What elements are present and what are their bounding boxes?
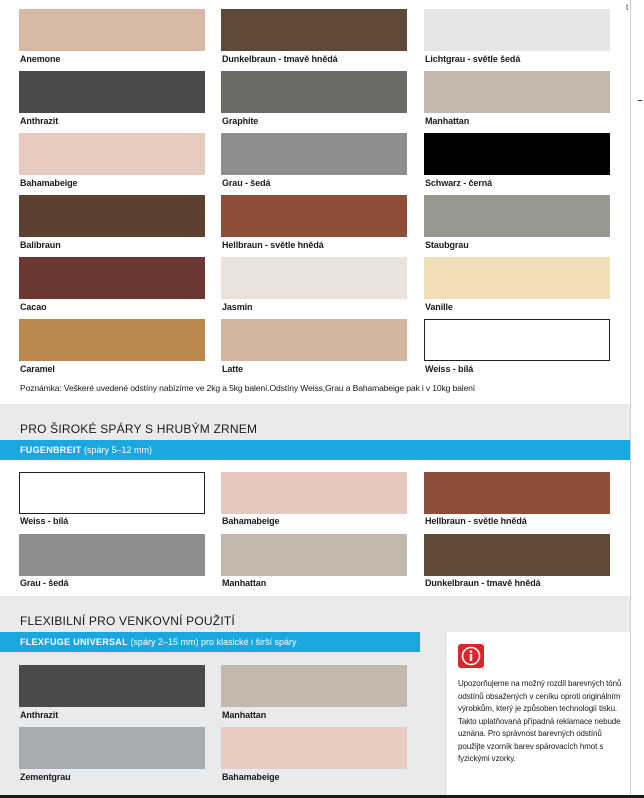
swatch-label: Graphite bbox=[222, 116, 259, 126]
color-swatch bbox=[221, 257, 407, 299]
section-title-wide-joints: PRO ŠIROKÉ SPÁRY S HRUBÝM ZRNEM bbox=[20, 422, 258, 436]
color-swatch bbox=[221, 71, 407, 113]
color-swatch bbox=[221, 534, 407, 576]
print-disclaimer-box bbox=[447, 632, 630, 798]
color-swatch bbox=[19, 472, 205, 514]
disclaimer-text: Upozorňujeme na možný rozdíl barevných tónů odstínů obsažených v ceníku oproti originálním výrobkům, který je způsoben technologií tisku. Takto uplatňovaná případná reklamace nebude uznána. Pro správnost barevných odstínů použijte vzorník barev spárovacích hmot s fyzickými vzorky. bbox=[458, 679, 622, 763]
swatch-label: Schwarz - černá bbox=[425, 178, 493, 188]
color-swatch bbox=[424, 257, 610, 299]
product-name: FUGENBREIT bbox=[20, 445, 82, 455]
color-swatch bbox=[221, 472, 407, 514]
color-swatch bbox=[19, 195, 205, 237]
swatch-label: Grau - šedá bbox=[20, 578, 69, 588]
swatch-label: Dunkelbraun - tmavě hnědá bbox=[222, 54, 338, 64]
swatch-label: Manhattan bbox=[222, 578, 267, 588]
color-swatch bbox=[424, 133, 610, 175]
swatch-label: Bahamabeige bbox=[20, 178, 78, 188]
color-swatch bbox=[221, 195, 407, 237]
color-swatch bbox=[19, 257, 205, 299]
product-bar-fugenbreit bbox=[0, 440, 630, 460]
color-swatch bbox=[19, 727, 205, 769]
swatch-label: Anemone bbox=[20, 54, 61, 64]
swatch-label: Lichtgrau - světle šedá bbox=[425, 54, 521, 64]
swatch-label: Bahamabeige bbox=[222, 772, 280, 782]
swatch-label: Staubgrau bbox=[425, 240, 469, 250]
product-spec: (spáry 2–15 mm) pro klasické i širší spáry bbox=[130, 637, 297, 647]
swatch-label: Balibraun bbox=[20, 240, 61, 250]
product-name: FLEXFUGE UNIVERSAL bbox=[20, 637, 128, 647]
color-swatch bbox=[424, 71, 610, 113]
swatch-label: Grau - šedá bbox=[222, 178, 271, 188]
color-swatch bbox=[221, 319, 407, 361]
swatch-label: Vanille bbox=[425, 302, 453, 312]
color-swatch bbox=[221, 665, 407, 707]
color-swatch bbox=[19, 133, 205, 175]
swatch-label: Jasmin bbox=[222, 302, 253, 312]
swatch-label: Zementgrau bbox=[20, 772, 71, 782]
info-icon bbox=[458, 644, 484, 668]
swatch-label: Manhattan bbox=[425, 116, 470, 126]
swatch-label: Cacao bbox=[20, 302, 47, 312]
swatch-label: Bahamabeige bbox=[222, 516, 280, 526]
swatch-label: Hellbraun - světle hnědá bbox=[425, 516, 527, 526]
corner-mark: t bbox=[626, 3, 629, 12]
color-swatch bbox=[424, 534, 610, 576]
color-swatch bbox=[19, 534, 205, 576]
swatch-label: Caramel bbox=[20, 364, 55, 374]
color-swatch bbox=[221, 9, 407, 51]
color-swatch bbox=[424, 319, 610, 361]
product-spec: (spáry 5–12 mm) bbox=[84, 445, 153, 455]
swatch-label: Dunkelbraun - tmavě hnědá bbox=[425, 578, 541, 588]
swatch-label: Weiss - bílá bbox=[20, 516, 69, 526]
spacer bbox=[0, 460, 630, 463]
swatch-label: Hellbraun - světle hnědá bbox=[222, 240, 324, 250]
page-edge-rule bbox=[630, 0, 631, 798]
color-swatch bbox=[424, 472, 610, 514]
swatch-label: Manhattan bbox=[222, 710, 267, 720]
color-swatch bbox=[221, 133, 407, 175]
color-swatch bbox=[19, 71, 205, 113]
section-title-flexible: FLEXIBILNÍ PRO VENKOVNÍ POUŽITÍ bbox=[20, 614, 235, 628]
packaging-note: Poznámka: Veškeré uvedené odstíny nabízíme ve 2kg a 5kg balení.Odstíny Weiss,Grau a Bahamabeige pak i v 10kg balení bbox=[20, 383, 476, 393]
product-bar-flexfuge bbox=[0, 632, 420, 652]
color-swatch bbox=[424, 195, 610, 237]
color-swatch bbox=[19, 319, 205, 361]
color-swatch bbox=[221, 727, 407, 769]
edge-tick bbox=[638, 100, 642, 101]
color-swatch bbox=[19, 9, 205, 51]
swatch-label: Weiss - bílá bbox=[425, 364, 474, 374]
swatch-label: Latte bbox=[222, 364, 244, 374]
color-swatch bbox=[424, 9, 610, 51]
color-swatch bbox=[19, 665, 205, 707]
swatch-label: Anthrazit bbox=[20, 710, 59, 720]
swatch-label: Anthrazit bbox=[20, 116, 59, 126]
